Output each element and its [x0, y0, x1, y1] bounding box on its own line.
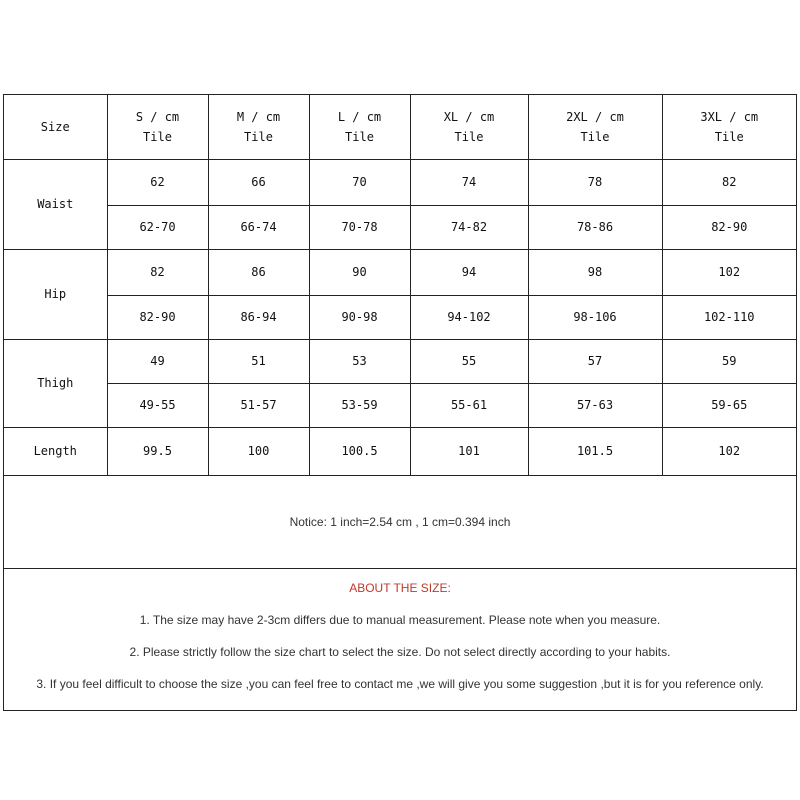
size-chart-sheet	[3, 94, 797, 711]
table-cell: 66	[208, 159, 309, 205]
table-row-length	[4, 427, 796, 475]
table-cell: 62-70	[107, 205, 208, 249]
table-cell: 53-59	[309, 383, 410, 427]
size-header-m	[208, 95, 309, 159]
table-cell: 82	[662, 159, 796, 205]
table-cell: 62	[107, 159, 208, 205]
table-cell: 94-102	[410, 295, 528, 339]
unit-notice-text: Notice: 1 inch=2.54 cm , 1 cm=0.394 inch	[289, 515, 511, 529]
size-header-label: 2XL / cm	[566, 109, 624, 124]
table-cell: 101	[410, 427, 528, 475]
size-header-3xl	[662, 95, 796, 159]
table-cell: 101.5	[528, 427, 662, 475]
table-cell: 102	[662, 427, 796, 475]
table-cell: 102-110	[662, 295, 796, 339]
about-note: 3. If you feel difficult to choose the size ,you can feel free to contact me ,we will give you some suggestion ,but it is for you reference only.	[36, 677, 764, 691]
table-cell: 70-78	[309, 205, 410, 249]
table-row-waist-range	[4, 205, 796, 249]
table-cell: 74-82	[410, 205, 528, 249]
table-cell: 98	[528, 249, 662, 295]
table-row-waist	[4, 159, 796, 205]
table-cell: 49	[107, 339, 208, 383]
size-header-sub: Tile	[244, 129, 273, 144]
size-header-sub: Tile	[143, 129, 172, 144]
row-label-hip: Hip	[4, 249, 107, 339]
table-cell: 102	[662, 249, 796, 295]
size-header-sub: Tile	[345, 129, 374, 144]
table-cell: 66-74	[208, 205, 309, 249]
size-corner-label: Size	[4, 95, 107, 159]
size-header-l	[309, 95, 410, 159]
table-cell: 86-94	[208, 295, 309, 339]
size-table	[4, 95, 796, 476]
size-header-s	[107, 95, 208, 159]
table-cell: 55	[410, 339, 528, 383]
size-header-sub: Tile	[580, 129, 610, 144]
table-cell: 49-55	[107, 383, 208, 427]
table-cell: 90	[309, 249, 410, 295]
table-cell: 74	[410, 159, 528, 205]
row-label-waist: Waist	[4, 159, 107, 249]
size-header-sub: Tile	[714, 129, 744, 144]
table-cell: 55-61	[410, 383, 528, 427]
size-header-label: M / cm	[236, 109, 281, 124]
table-cell: 82	[107, 249, 208, 295]
table-cell: 53	[309, 339, 410, 383]
table-row-hip-range	[4, 295, 796, 339]
table-cell: 94	[410, 249, 528, 295]
table-cell: 51-57	[208, 383, 309, 427]
about-note: 1. The size may have 2-3cm differs due to manual measurement. Please note when you measure.	[139, 613, 661, 627]
table-cell: 86	[208, 249, 309, 295]
size-header-label: L / cm	[337, 109, 382, 124]
table-cell: 70	[309, 159, 410, 205]
size-header-xl	[410, 95, 528, 159]
table-header-row	[4, 95, 796, 159]
table-cell: 82-90	[662, 205, 796, 249]
table-cell: 99.5	[107, 427, 208, 475]
table-cell: 98-106	[528, 295, 662, 339]
table-cell: 57	[528, 339, 662, 383]
table-row-hip	[4, 249, 796, 295]
size-header-label: S / cm	[135, 109, 180, 124]
table-cell: 90-98	[309, 295, 410, 339]
about-size-box	[4, 569, 796, 710]
table-cell: 59	[662, 339, 796, 383]
about-note: 2. Please strictly follow the size chart to select the size. Do not select directly according to your habits.	[129, 645, 671, 659]
table-cell: 57-63	[528, 383, 662, 427]
table-cell: 78-86	[528, 205, 662, 249]
size-header-label: 3XL / cm	[700, 109, 759, 124]
row-label-thigh: Thigh	[4, 339, 107, 427]
table-cell: 78	[528, 159, 662, 205]
size-header-sub: Tile	[454, 129, 484, 144]
table-cell: 51	[208, 339, 309, 383]
size-header-2xl	[528, 95, 662, 159]
table-cell: 100.5	[309, 427, 410, 475]
table-row-thigh-range	[4, 383, 796, 427]
about-size-title: ABOUT THE SIZE:	[349, 581, 451, 595]
table-cell: 82-90	[107, 295, 208, 339]
row-label-length: Length	[4, 427, 107, 475]
table-cell: 59-65	[662, 383, 796, 427]
unit-notice-box	[4, 475, 796, 569]
table-row-thigh	[4, 339, 796, 383]
size-header-label: XL / cm	[443, 109, 495, 124]
table-cell: 100	[208, 427, 309, 475]
